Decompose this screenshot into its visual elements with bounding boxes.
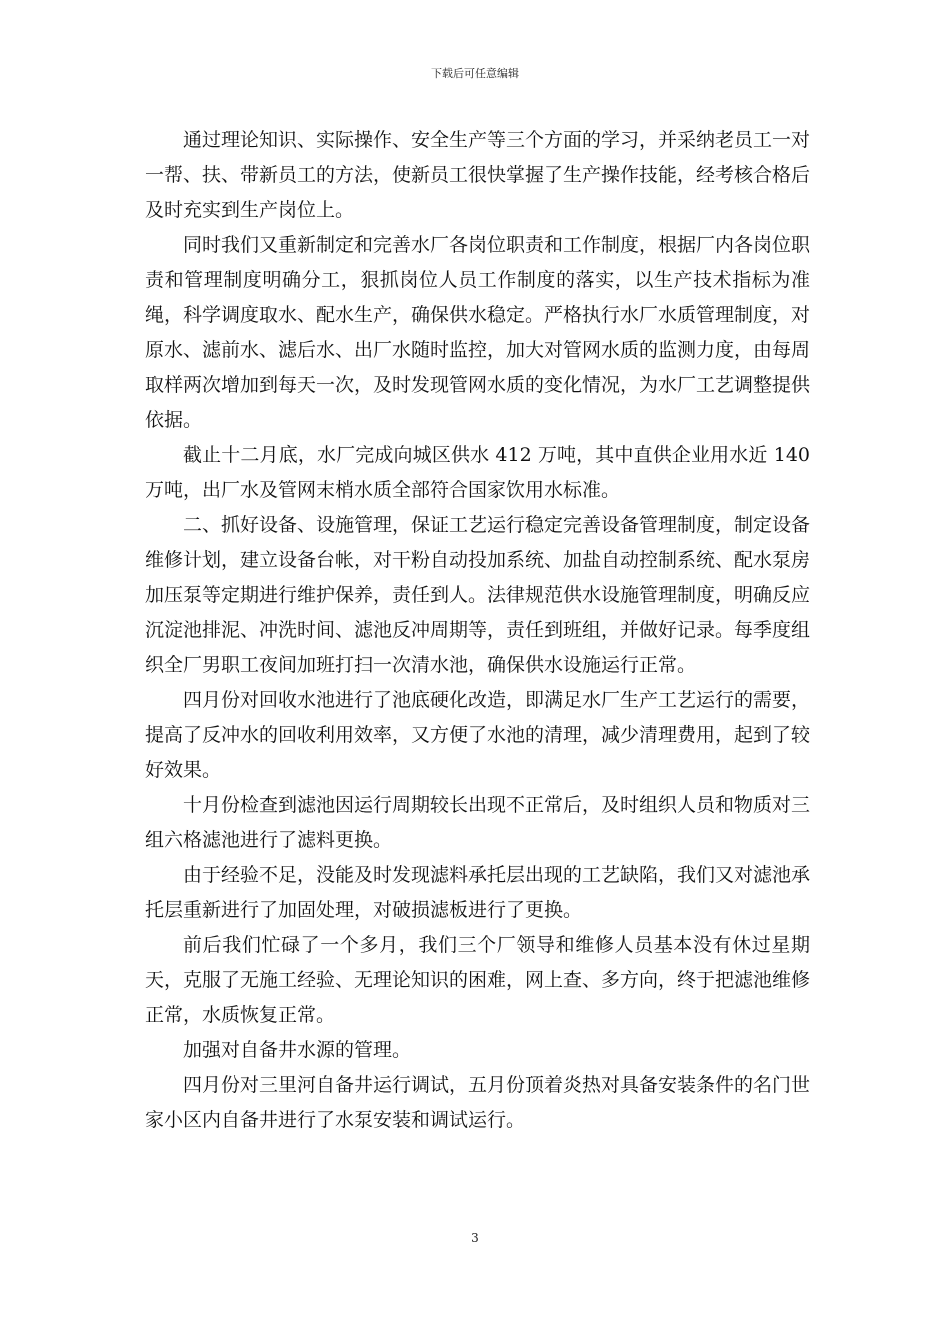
- paragraph: 通过理论知识、实际操作、安全生产等三个方面的学习，并采纳老员工一对一帮、扶、带新员工的方法，使新员工很快掌握了生产操作技能，经考核合格后及时充实到生产岗位上。: [145, 129, 811, 221]
- document-body: [145, 123, 810, 1138]
- paragraph: 四月份对回收水池进行了池底硬化改造，即满足水厂生产工艺运行的需要，提高了反冲水的回收利用效率，又方便了水池的清理，减少清理费用，起到了较好效果。: [145, 689, 811, 781]
- paragraph: 加强对自备井水源的管理。: [183, 1039, 412, 1061]
- paragraph: 由于经验不足，没能及时发现滤料承托层出现的工艺缺陷，我们又对滤池承托层重新进行了加固处理，对破损滤板进行了更换。: [145, 864, 811, 921]
- page-header: 下载后可任意编辑: [431, 67, 519, 80]
- paragraph: 前后我们忙碌了一个多月，我们三个厂领导和维修人员基本没有休过星期天，克服了无施工经验、无理论知识的困难，网上查、多方向，终于把滤池维修正常，水质恢复正常。: [145, 934, 811, 1026]
- paragraph: 截止十二月底，水厂完成向城区供水 412 万吨，其中直供企业用水近 140 万吨，出厂水及管网末梢水质全部符合国家饮用水标准。: [145, 444, 810, 501]
- page-number: 3: [471, 1231, 479, 1245]
- paragraph: 同时我们又重新制定和完善水厂各岗位职责和工作制度，根据厂内各岗位职责和管理制度明确分工，狠抓岗位人员工作制度的落实，以生产技术指标为准绳，科学调度取水、配水生产，确保供水稳定。严格执行水厂水质管理制度，对原水、滤前水、滤后水、出厂水随时监控，加大对管网水质的监测力度，由每周取样两次增加到每天一次，及时发现管网水质的变化情况，为水厂工艺调整提供依据。: [145, 234, 811, 431]
- paragraph: 二、抓好设备、设施管理，保证工艺运行稳定完善设备管理制度，制定设备维修计划，建立设备台帐，对干粉自动投加系统、加盐自动控制系统、配水泵房加压泵等定期进行维护保养，责任到人。法律规范供水设施管理制度，明确反应沉淀池排泥、冲洗时间、滤池反冲周期等，责任到班组，并做好记录。每季度组织全厂男职工夜间加班打扫一次清水池，确保供水设施运行正常。: [145, 514, 811, 676]
- paragraph: 十月份检查到滤池因运行周期较长出现不正常后，及时组织人员和物质对三组六格滤池进行了滤料更换。: [145, 794, 811, 851]
- paragraph: 四月份对三里河自备井运行调试，五月份顶着炎热对具备安装条件的名门世家小区内自备井进行了水泵安装和调试运行。: [145, 1074, 811, 1131]
